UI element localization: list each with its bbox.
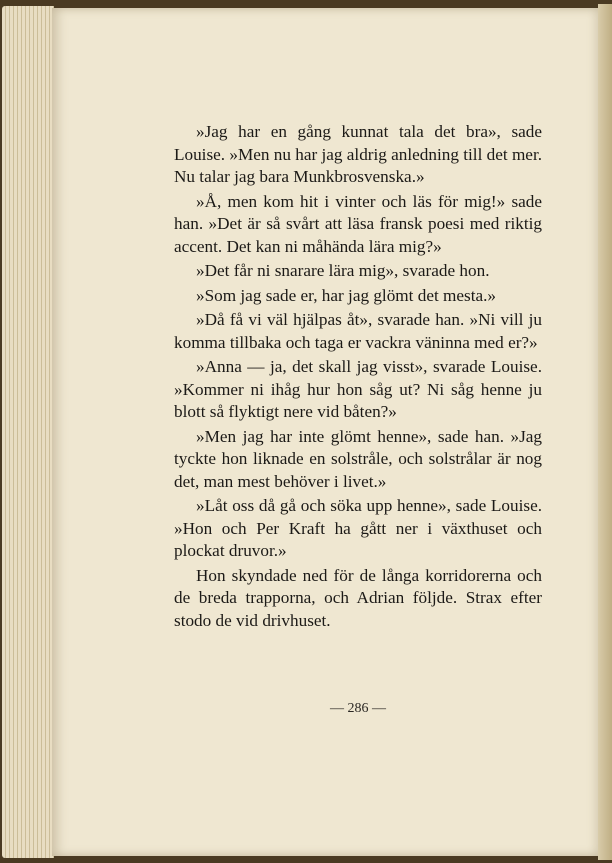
paragraph: »Jag har en gång kunnat tala det bra», sade Louise. »Men nu har jag aldrig anledning till det mer. Nu talar jag bara Munkbrosvenska.»: [174, 122, 543, 186]
paragraph: »Anna — ja, det skall jag visst», svarade Louise. »Kommer ni ihåg hur hon såg ut? Ni såg henne ju blott så flyktigt nere vid båten?»: [174, 357, 542, 421]
paragraph: »Men jag har inte glömt henne», sade han. »Jag tyckte hon liknade en solstråle, och solstrålar är nog det, man mest behöver i livet.»: [174, 426, 542, 491]
paragraph: »Som jag sade er, har jag glömt det mesta.»: [196, 285, 497, 305]
page-text: [174, 121, 542, 634]
page-edges: [2, 6, 54, 858]
paragraph: »Låt oss då gå och söka upp henne», sade Louise. »Hon och Per Kraft ha gått ner i växthuset och plockat druvor.»: [174, 496, 542, 560]
paragraph: Hon skyndade ned för de långa korridorerna och de breda trapporna, och Adrian följde. Strax efter stodo de vid drivhuset.: [174, 565, 542, 630]
paragraph: »Då få vi väl hjälpas åt», svarade han. »Ni vill ju komma tillbaka och taga er vackra väninna med er?»: [174, 310, 542, 352]
paragraph: »Å, men kom hit i vinter och läs för mig!» sade han. »Det är så svårt att läsa fransk poesi med riktig accent. Det kan ni måhända lära mig?»: [174, 191, 542, 256]
paragraph: »Det får ni snarare lära mig», svarade hon.: [196, 261, 490, 280]
page-number: — 286 —: [330, 701, 386, 716]
binding-edge: [598, 4, 612, 860]
